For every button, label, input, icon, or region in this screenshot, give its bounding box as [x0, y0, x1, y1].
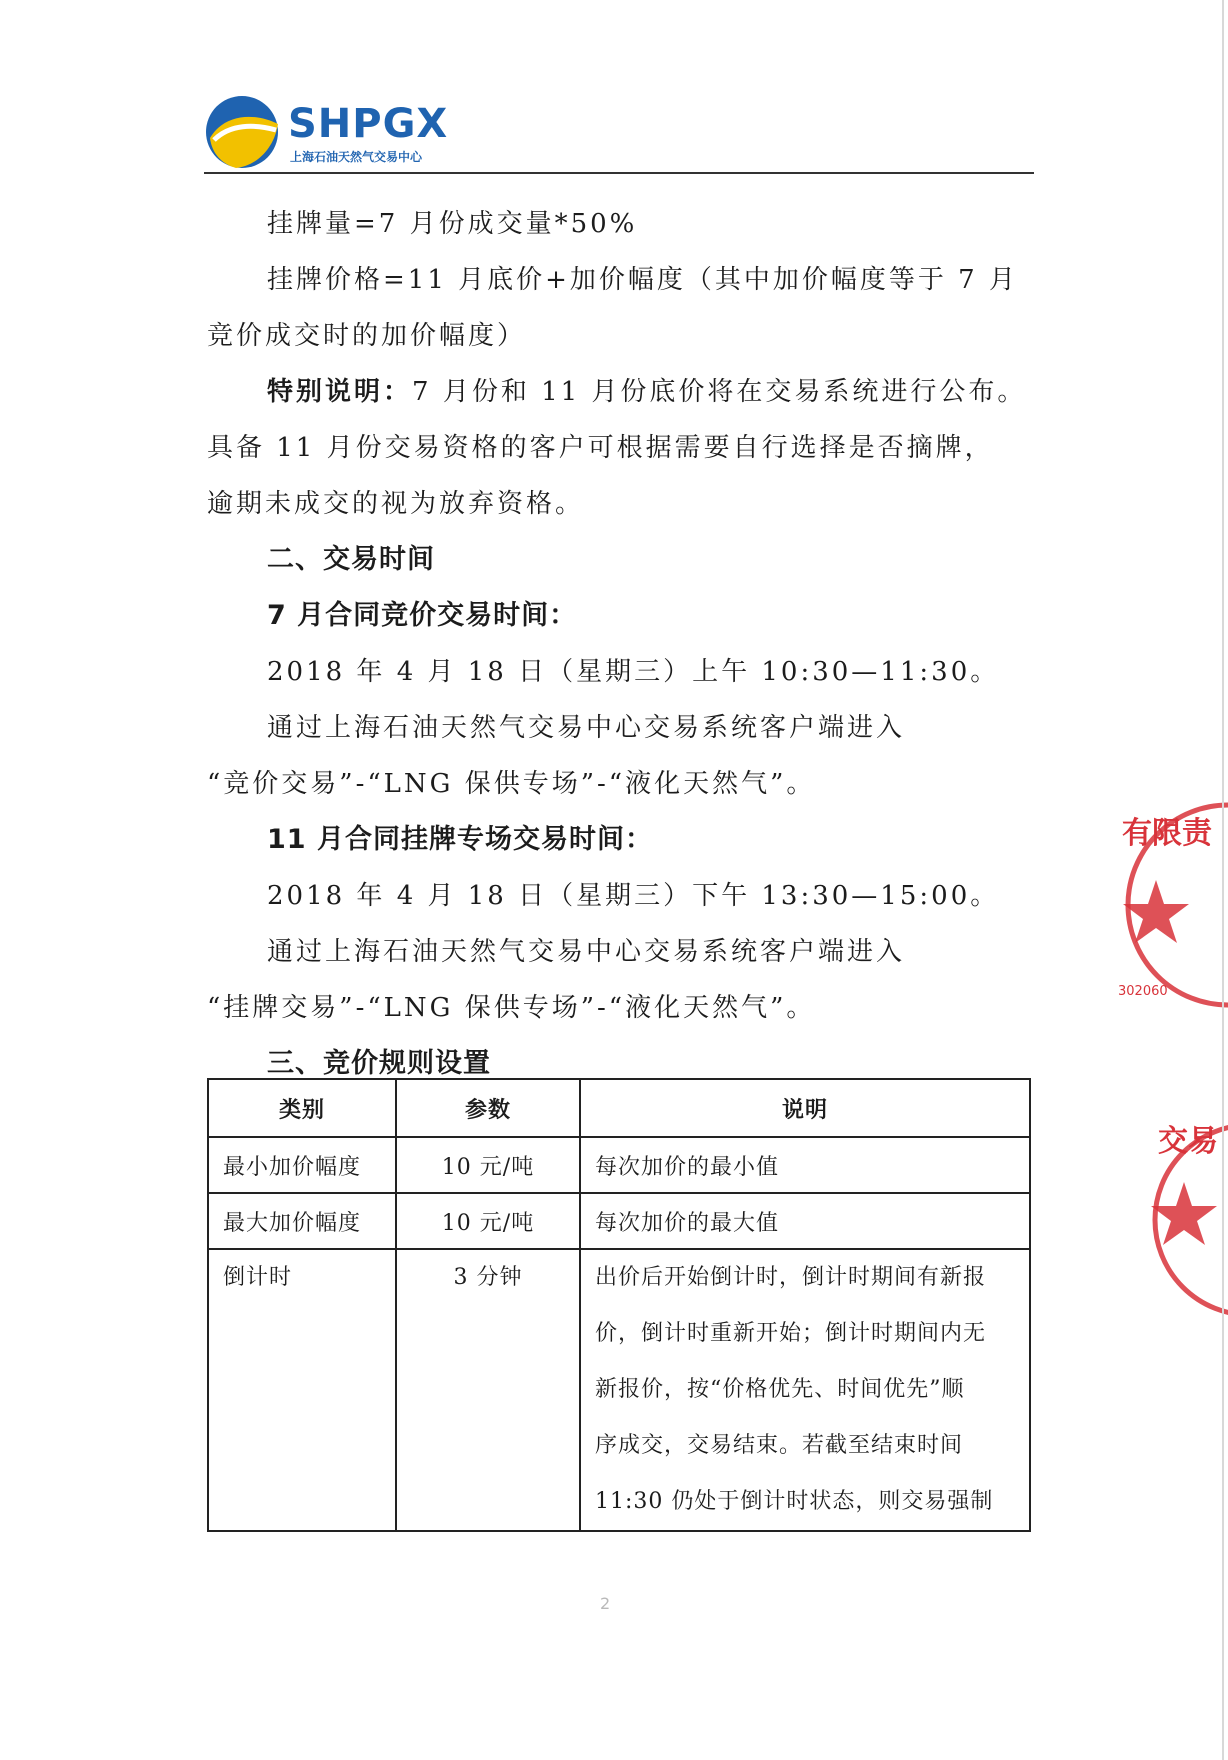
company-seal-bottom	[1150, 1100, 1228, 1340]
letterhead	[204, 92, 1034, 176]
seal-top-number: 302060	[1118, 984, 1168, 999]
special-note-line3: 逾期未成交的视为放弃资格。	[207, 489, 585, 519]
section-trading-time: 二、交易时间	[267, 544, 435, 575]
table-row	[208, 1193, 1030, 1249]
table-row	[208, 1249, 1030, 1531]
nov-contract-time: 2018 年 4 月 18 日（星期三）下午 13:30—15:00。	[267, 881, 1000, 911]
scan-edge	[1222, 0, 1224, 1760]
nov-contract-title: 11 月合同挂牌专场交易时间：	[267, 824, 653, 855]
row-category: 倒计时	[208, 1249, 396, 1531]
special-note-line2: 具备 11 月份交易资格的客户可根据需要自行选择是否摘牌，	[207, 433, 994, 463]
desc-line: 序成交，交易结束。若截至结束时间	[595, 1433, 964, 1458]
july-path-line1: 通过上海石油天然气交易中心交易系统客户端进入	[267, 713, 906, 743]
row-desc	[580, 1249, 1030, 1531]
listing-volume: 挂牌量=7 月份成交量*50%	[267, 209, 638, 239]
row-category: 最大加价幅度	[208, 1193, 396, 1249]
seal-top-text: 有限责	[1122, 816, 1212, 851]
header-divider	[204, 172, 1034, 174]
row-param: 10 元/吨	[396, 1137, 580, 1193]
july-path-line2: “竞价交易”-“LNG 保供专场”-“液化天然气”。	[207, 769, 816, 799]
row-desc: 每次加价的最大值	[580, 1193, 1030, 1249]
section-bidding-rules: 三、竞价规则设置	[267, 1048, 491, 1079]
table-row	[208, 1137, 1030, 1193]
header-category: 类别	[208, 1079, 396, 1137]
nov-path-line2: “挂牌交易”-“LNG 保供专场”-“液化天然气”。	[207, 993, 816, 1023]
row-desc: 每次加价的最小值	[580, 1137, 1030, 1193]
special-note-text: 7 月份和 11 月份底价将在交易系统进行公布。	[412, 377, 1027, 407]
desc-line: 11:30 仍处于倒计时状态，则交易强制	[595, 1489, 994, 1514]
special-note-label: 特别说明：	[267, 377, 413, 407]
row-param: 10 元/吨	[396, 1193, 580, 1249]
nov-path-line1: 通过上海石油天然气交易中心交易系统客户端进入	[267, 937, 906, 967]
table-header-row	[208, 1079, 1030, 1137]
listing-price-line2: 竞价成交时的加价幅度）	[207, 321, 527, 351]
july-contract-title: 7 月合同竞价交易时间：	[267, 600, 578, 631]
body-text	[207, 196, 1029, 1092]
bidding-rules-table	[207, 1078, 1031, 1532]
row-category: 最小加价幅度	[208, 1137, 396, 1193]
brand-subtitle: 上海石油天然气交易中心	[290, 150, 423, 164]
listing-price-line1: 挂牌价格=11 月底价+加价幅度（其中加价幅度等于 7 月	[267, 265, 1018, 295]
desc-line: 新报价，按“价格优先、时间优先”顺	[595, 1377, 965, 1402]
page-number: 2	[600, 1594, 611, 1613]
company-seal-top	[1116, 780, 1228, 1030]
desc-line: 价，倒计时重新开始；倒计时期间内无	[595, 1321, 987, 1346]
july-contract-time: 2018 年 4 月 18 日（星期三）上午 10:30—11:30。	[267, 657, 1000, 687]
seal-bottom-text: 交易	[1158, 1124, 1218, 1159]
header-param: 参数	[396, 1079, 580, 1137]
row-param: 3 分钟	[396, 1249, 580, 1531]
brand-name: SHPGX	[288, 101, 449, 147]
shpgx-logo-icon	[204, 94, 280, 170]
desc-line: 出价后开始倒计时，倒计时期间有新报	[595, 1265, 987, 1290]
special-note-line1	[207, 364, 1029, 420]
header-desc: 说明	[580, 1079, 1030, 1137]
